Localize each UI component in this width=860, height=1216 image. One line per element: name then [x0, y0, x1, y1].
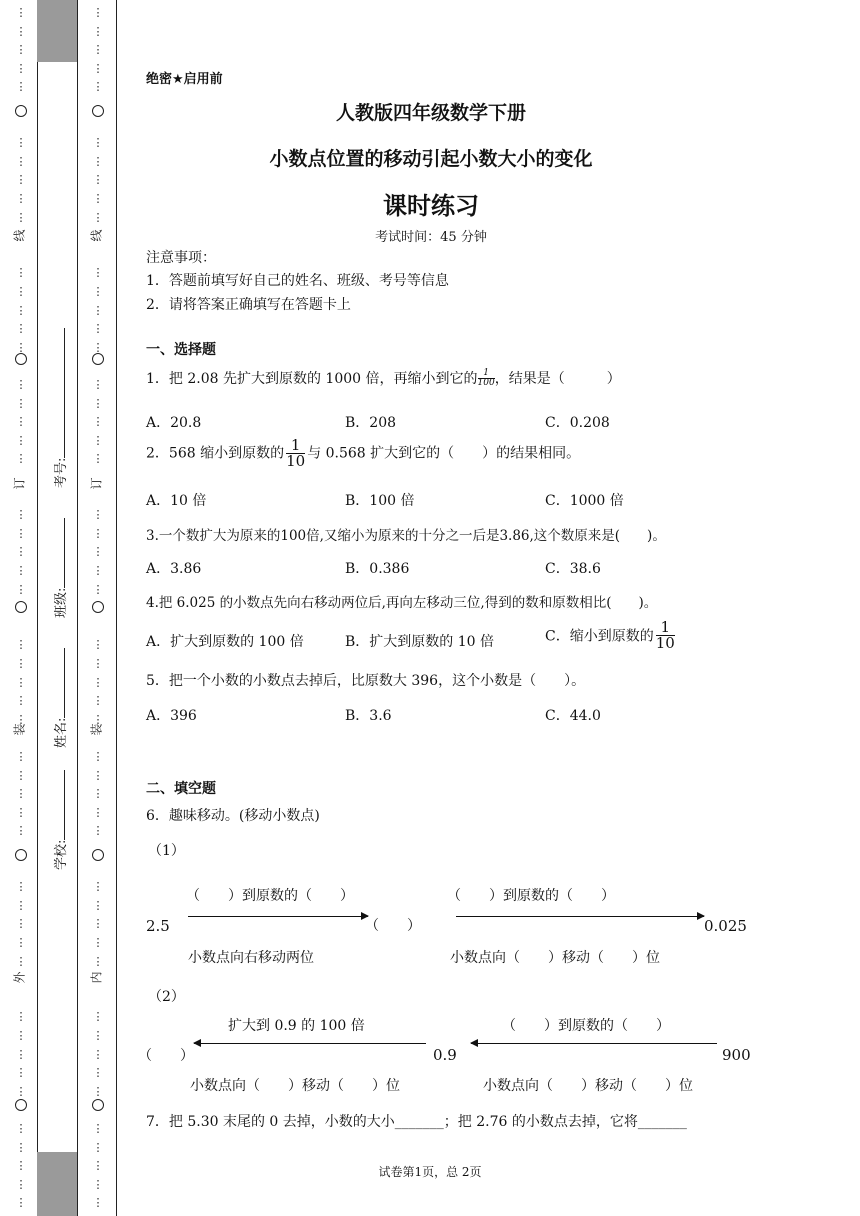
dot-mark: ⋮	[92, 1159, 104, 1173]
dot-mark: ⋮	[92, 805, 104, 819]
dot-mark: ⋮	[92, 415, 104, 429]
question-7: 7．把 5.30 末尾的 0 去掉，小数的大小_______；把 2.76 的小数点去掉，它将_______	[146, 1114, 687, 1130]
dot-mark: ⋮	[92, 954, 104, 968]
diagram-label: （ ）到原数的（ ）	[447, 888, 615, 904]
cut-circle-icon	[92, 105, 104, 117]
option: A．20.8	[146, 415, 202, 431]
option: A．10 倍	[146, 493, 207, 509]
dot-mark: ⋮	[92, 694, 104, 708]
cut-circle-icon	[92, 601, 104, 613]
dot-mark: ⋮	[15, 173, 27, 187]
dot-mark: ⋮	[15, 787, 27, 801]
dot-mark: ⋮	[92, 768, 104, 782]
diagram-label: 小数点向（ ）移动（ ）位	[483, 1078, 693, 1094]
dot-mark: ⋮	[15, 452, 27, 466]
dot-mark: ⋮	[92, 1140, 104, 1154]
dot-mark: ⋮	[15, 61, 27, 75]
dot-mark: ⋮	[92, 750, 104, 763]
cut-line-label: 订	[12, 477, 27, 490]
dot-mark: ⋮	[92, 1010, 104, 1024]
dot-mark: ⋮	[92, 6, 104, 19]
dot-mark: ⋮	[15, 917, 27, 931]
cut-line-label: 外	[12, 971, 27, 984]
option: A．3.86	[146, 561, 202, 577]
dot-mark: ⋮	[15, 340, 27, 354]
dot-mark: ⋮	[92, 61, 104, 75]
dot-mark: ⋮	[92, 526, 104, 540]
diagram-label: 小数点向（ ）移动（ ）位	[190, 1078, 400, 1094]
option: B．0.386	[345, 561, 410, 577]
dot-mark: ⋮	[92, 712, 104, 726]
dot-mark: ⋮	[92, 880, 104, 894]
dot-mark: ⋮	[92, 43, 104, 57]
dot-mark: ⋮	[92, 675, 104, 689]
secret-label: 绝密★启用前	[146, 72, 223, 87]
dot-mark: ⋮	[15, 545, 27, 559]
arrow-left	[194, 1043, 426, 1044]
diagram-value: 0.9	[433, 1046, 457, 1064]
dot-mark: ⋮	[15, 526, 27, 540]
dot-mark: ⋮	[92, 508, 104, 522]
title-line-1: 人教版四年级数学下册	[335, 102, 526, 124]
cut-circle-icon	[92, 849, 104, 861]
option: C．0.208	[545, 415, 610, 431]
dot-mark: ⋮	[92, 1084, 104, 1098]
dot-mark: ⋮	[92, 433, 104, 447]
cut-circle-icon	[15, 105, 27, 117]
dot-mark: ⋮	[15, 675, 27, 689]
dot-mark: ⋮	[15, 1177, 27, 1191]
dot-mark: ⋮	[15, 805, 27, 819]
dot-mark: ⋮	[92, 266, 104, 280]
part-label: （1）	[148, 843, 185, 859]
binding-grey-top	[37, 0, 77, 62]
section-heading-choice: 一、选择题	[146, 342, 216, 358]
cut-line-label: 装	[12, 723, 27, 736]
dot-mark: ⋮	[92, 173, 104, 187]
outer-dotted-line	[14, 0, 28, 1216]
dot-mark: ⋮	[15, 192, 27, 205]
option: A．396	[146, 708, 197, 724]
dot-mark: ⋮	[15, 1084, 27, 1098]
dot-mark: ⋮	[15, 303, 27, 317]
cut-line-label: 线	[12, 229, 27, 242]
dot-mark: ⋮	[15, 508, 27, 522]
diagram-value: 900	[722, 1046, 751, 1064]
option: C．38.6	[545, 561, 601, 577]
page-footer: 试卷第1页，总 2页	[378, 1165, 482, 1179]
option: C．44.0	[545, 708, 601, 724]
dot-mark: ⋮	[92, 80, 104, 94]
dot-mark: ⋮	[92, 917, 104, 931]
dot-mark: ⋮	[15, 1066, 27, 1080]
dot-mark: ⋮	[92, 545, 104, 559]
dot-mark: ⋮	[92, 136, 104, 150]
option: B．208	[345, 415, 397, 431]
note-item: 1．答题前填写好自己的姓名、班级、考号等信息	[146, 273, 449, 289]
dot-mark: ⋮	[92, 192, 104, 205]
dot-mark: ⋮	[92, 452, 104, 466]
dot-mark: ⋮	[15, 80, 27, 94]
dot-mark: ⋮	[92, 1029, 104, 1042]
cut-circle-icon	[92, 353, 104, 365]
dot-mark: ⋮	[92, 1177, 104, 1191]
cut-circle-icon	[15, 849, 27, 861]
dot-mark: ⋮	[15, 6, 27, 19]
diagram-value: 0.025	[704, 917, 747, 935]
diagram-label: 小数点向右移动两位	[188, 950, 314, 966]
dot-mark: ⋮	[15, 136, 27, 150]
dot-mark: ⋮	[15, 824, 27, 838]
dot-mark: ⋮	[92, 154, 104, 168]
dot-mark: ⋮	[15, 1122, 27, 1135]
diagram-label: 小数点向（ ）移动（ ）位	[450, 950, 660, 966]
dot-mark: ⋮	[15, 266, 27, 280]
dot-mark: ⋮	[15, 1159, 27, 1173]
exam-number-field: 考号:	[50, 328, 69, 488]
cut-circle-icon	[15, 601, 27, 613]
dot-mark: ⋮	[92, 1066, 104, 1080]
question-6: 6．趣味移动。(移动小数点)	[146, 808, 320, 824]
dot-mark: ⋮	[15, 712, 27, 726]
inner-dotted-line	[91, 0, 105, 1216]
dot-mark: ⋮	[15, 694, 27, 708]
option: B．3.6	[345, 708, 392, 724]
dot-mark: ⋮	[15, 285, 27, 298]
question-5: 5．把一个小数的小数点去掉后，比原数大 396，这个小数是（ ）。	[146, 673, 586, 689]
dot-mark: ⋮	[15, 582, 27, 596]
dot-mark: ⋮	[15, 750, 27, 763]
dot-mark: ⋮	[92, 564, 104, 577]
arrow-right	[456, 916, 704, 917]
question-1: 1．把 2.08 先扩大到原数的 1000 倍，再缩小到它的 $\frac{1}{100}$ ，结果是（ ）	[146, 367, 621, 388]
dot-mark: ⋮	[92, 582, 104, 596]
dot-mark: ⋮	[15, 880, 27, 894]
dot-mark: ⋮	[15, 1196, 27, 1210]
option: A．扩大到原数的 100 倍	[146, 634, 304, 650]
dot-mark: ⋮	[92, 898, 104, 912]
dot-mark: ⋮	[15, 1140, 27, 1154]
dot-mark: ⋮	[92, 303, 104, 317]
part-label: （2）	[148, 989, 185, 1005]
binding-grey-bottom	[37, 1152, 77, 1216]
dot-mark: ⋮	[92, 396, 104, 410]
dot-mark: ⋮	[92, 936, 104, 949]
dot-mark: ⋮	[15, 154, 27, 168]
option: B．100 倍	[345, 493, 415, 509]
cut-circle-icon	[15, 1099, 27, 1111]
diagram-value: 2.5	[146, 917, 170, 935]
dot-mark: ⋮	[15, 898, 27, 912]
diagram-blank: （ ）	[138, 1048, 194, 1064]
dot-mark: ⋮	[92, 210, 104, 224]
dot-mark: ⋮	[92, 638, 104, 652]
dot-mark: ⋮	[92, 24, 104, 38]
dot-mark: ⋮	[15, 564, 27, 577]
school-field: 学校:	[50, 770, 69, 870]
diagram-blank: （ ）	[365, 918, 421, 934]
cut-line-label: 线	[89, 229, 104, 242]
name-field: 姓名:	[50, 648, 69, 748]
dot-mark: ⋮	[92, 1196, 104, 1210]
diagram-label: （ ）到原数的（ ）	[186, 888, 354, 904]
option: C．缩小到原数的 $\frac{1}{10}$	[545, 618, 675, 652]
dot-mark: ⋮	[15, 1010, 27, 1024]
cut-line-label: 装	[89, 723, 104, 736]
arrow-left	[471, 1043, 717, 1044]
diagram-label: 扩大到 0.9 的 100 倍	[228, 1018, 365, 1034]
cut-circle-icon	[15, 353, 27, 365]
dot-mark: ⋮	[92, 824, 104, 838]
title-line-2: 小数点位置的移动引起小数大小的变化	[269, 148, 593, 170]
diagram-label: （ ）到原数的（ ）	[502, 1018, 670, 1034]
dot-mark: ⋮	[15, 954, 27, 968]
dot-mark: ⋮	[15, 657, 27, 670]
question-4: 4.把 6.025 的小数点先向右移动两位后,再向左移动三位,得到的数和原数相比( )。	[146, 595, 658, 611]
option: C．1000 倍	[545, 493, 624, 509]
dot-mark: ⋮	[15, 378, 27, 391]
question-2: 2．568 缩小到原数的 $\frac{1}{10}$ 与 0.568 扩大到它的（ ）的结果相同。	[146, 436, 581, 470]
dot-mark: ⋮	[15, 433, 27, 447]
arrow-right	[188, 916, 368, 917]
dot-mark: ⋮	[92, 1047, 104, 1061]
dot-mark: ⋮	[92, 340, 104, 354]
section-heading-fill: 二、填空题	[146, 781, 216, 797]
dot-mark: ⋮	[15, 638, 27, 652]
dot-mark: ⋮	[15, 322, 27, 336]
dot-mark: ⋮	[15, 396, 27, 410]
title-line-3: 课时练习	[383, 192, 479, 220]
dot-mark: ⋮	[92, 657, 104, 670]
dot-mark: ⋮	[15, 415, 27, 429]
dot-mark: ⋮	[15, 210, 27, 224]
class-field: 班级:	[50, 518, 69, 618]
dot-mark: ⋮	[92, 285, 104, 298]
question-3: 3.一个数扩大为原来的100倍,又缩小为原来的十分之一后是3.86,这个数原来是( )。	[146, 528, 666, 544]
dot-mark: ⋮	[92, 378, 104, 391]
dot-mark: ⋮	[92, 322, 104, 336]
notes-heading: 注意事项：	[146, 250, 216, 266]
cut-line-label: 订	[89, 477, 104, 490]
note-item: 2．请将答案正确填写在答题卡上	[146, 297, 351, 313]
dot-mark: ⋮	[15, 24, 27, 38]
dot-mark: ⋮	[92, 787, 104, 801]
cut-line-label: 内	[89, 971, 104, 984]
dot-mark: ⋮	[15, 43, 27, 57]
dot-mark: ⋮	[15, 936, 27, 949]
dot-mark: ⋮	[15, 1029, 27, 1042]
dot-mark: ⋮	[15, 1047, 27, 1061]
cut-circle-icon	[92, 1099, 104, 1111]
exam-time: 考试时间：45 分钟	[375, 230, 487, 245]
dot-mark: ⋮	[15, 768, 27, 782]
option: B．扩大到原数的 10 倍	[345, 634, 495, 650]
dot-mark: ⋮	[92, 1122, 104, 1135]
